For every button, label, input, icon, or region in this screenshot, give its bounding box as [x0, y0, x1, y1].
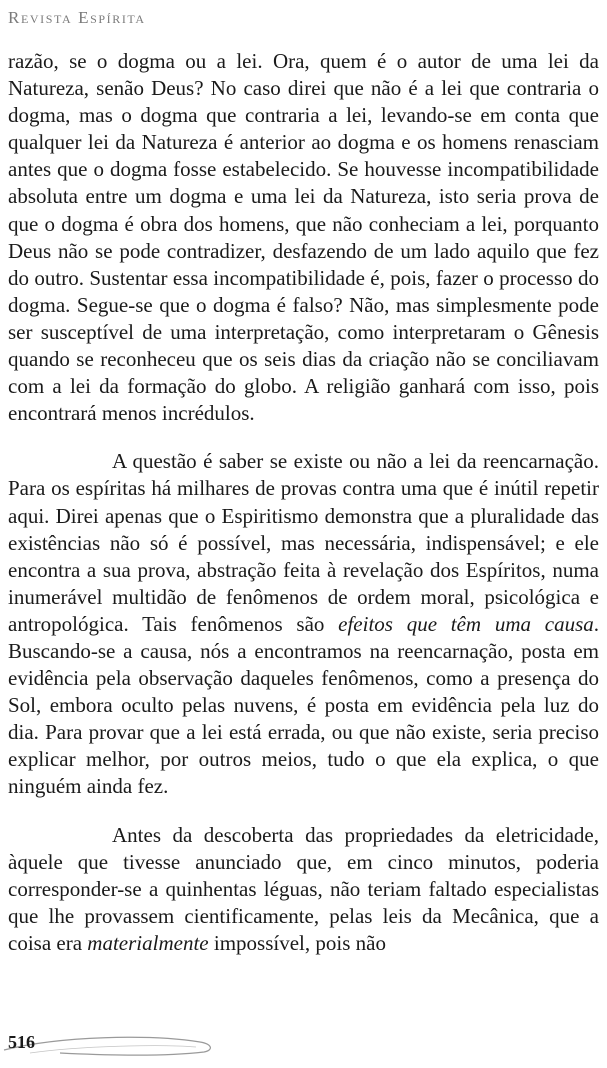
paragraph-electricity: [8, 822, 599, 957]
paragraph-dogma: [8, 48, 599, 427]
text-segment: Antes da descoberta das propriedades da eletricidade, àquele que tivesse anunciado que, em cinco minutos, poderia corresponder-se a quinhentas léguas, não teriam faltado especialistas que lhe provassem cientificamente, pelas leis da Mecânica, que a coisa era: [8, 822, 599, 955]
italic-phrase: efeitos que têm uma causa: [338, 611, 594, 636]
text-segment: . Buscando-se a causa, nós a encontramos na reencarnação, posta em evidência pela observação daqueles fenômenos, como a presença do Sol, embora oculto pelas nuvens, é posta em evidência pela luz do dia. Para provar que a lei está errada, ou que não existe, seria preciso explicar melhor, por outros meios, tudo o que ela explica, o que ninguém ainda fez.: [8, 611, 599, 799]
text-segment: razão, se o dogma ou a lei. Ora, quem é o autor de uma lei da Natureza, senão Deus? No caso direi que não é a lei que contraria o dogma, mas o dogma que contraria a lei, levando-se em conta que qualquer lei da Natureza é anterior ao dogma e os homens renasciam antes que o dogma fosse estabelecido. Se houvesse incompatibilidade absoluta entre um dogma e uma lei da Natureza, isto seria prova de que o dogma é obra dos homens, que não conheciam a lei, porquanto Deus não se pode contradizer, desfazendo de um lado aquilo que fez do outro. Sustentar essa incompatibilidade é, pois, fazer o processo do dogma. Segue-se que o dogma é falso? Não, mas simplesmente pode ser susceptível de uma interpretação, como interpretaram o Gênesis quando se reconheceu que os seis dias da criação não se conciliavam com a lei da formação do globo. A religião ganhará com isso, pois encontrará menos incrédulos.: [8, 49, 599, 426]
running-head: Revista Espírita: [8, 8, 146, 27]
text-segment: impossível, pois não: [208, 930, 386, 955]
article-body: [8, 48, 599, 957]
italic-word: materialmente: [87, 930, 209, 955]
page-number: 516: [8, 1032, 35, 1052]
text-segment: A questão é saber se existe ou não a lei da reencarnação. Para os espíritas há milhares de provas contra uma que é inútil repetir aqui. Direi apenas que o Espiritismo demonstra que a pluralidade das existências não só é possível, mas necessária, indispensável; e ele encontra a sua prova, abstração feita à revelação dos Espíritos, numa inumerável multidão de fenômenos de ordem moral, psicológica e antropológica. Tais fenômenos são: [8, 449, 599, 636]
paragraph-reincarnation: [8, 448, 599, 800]
